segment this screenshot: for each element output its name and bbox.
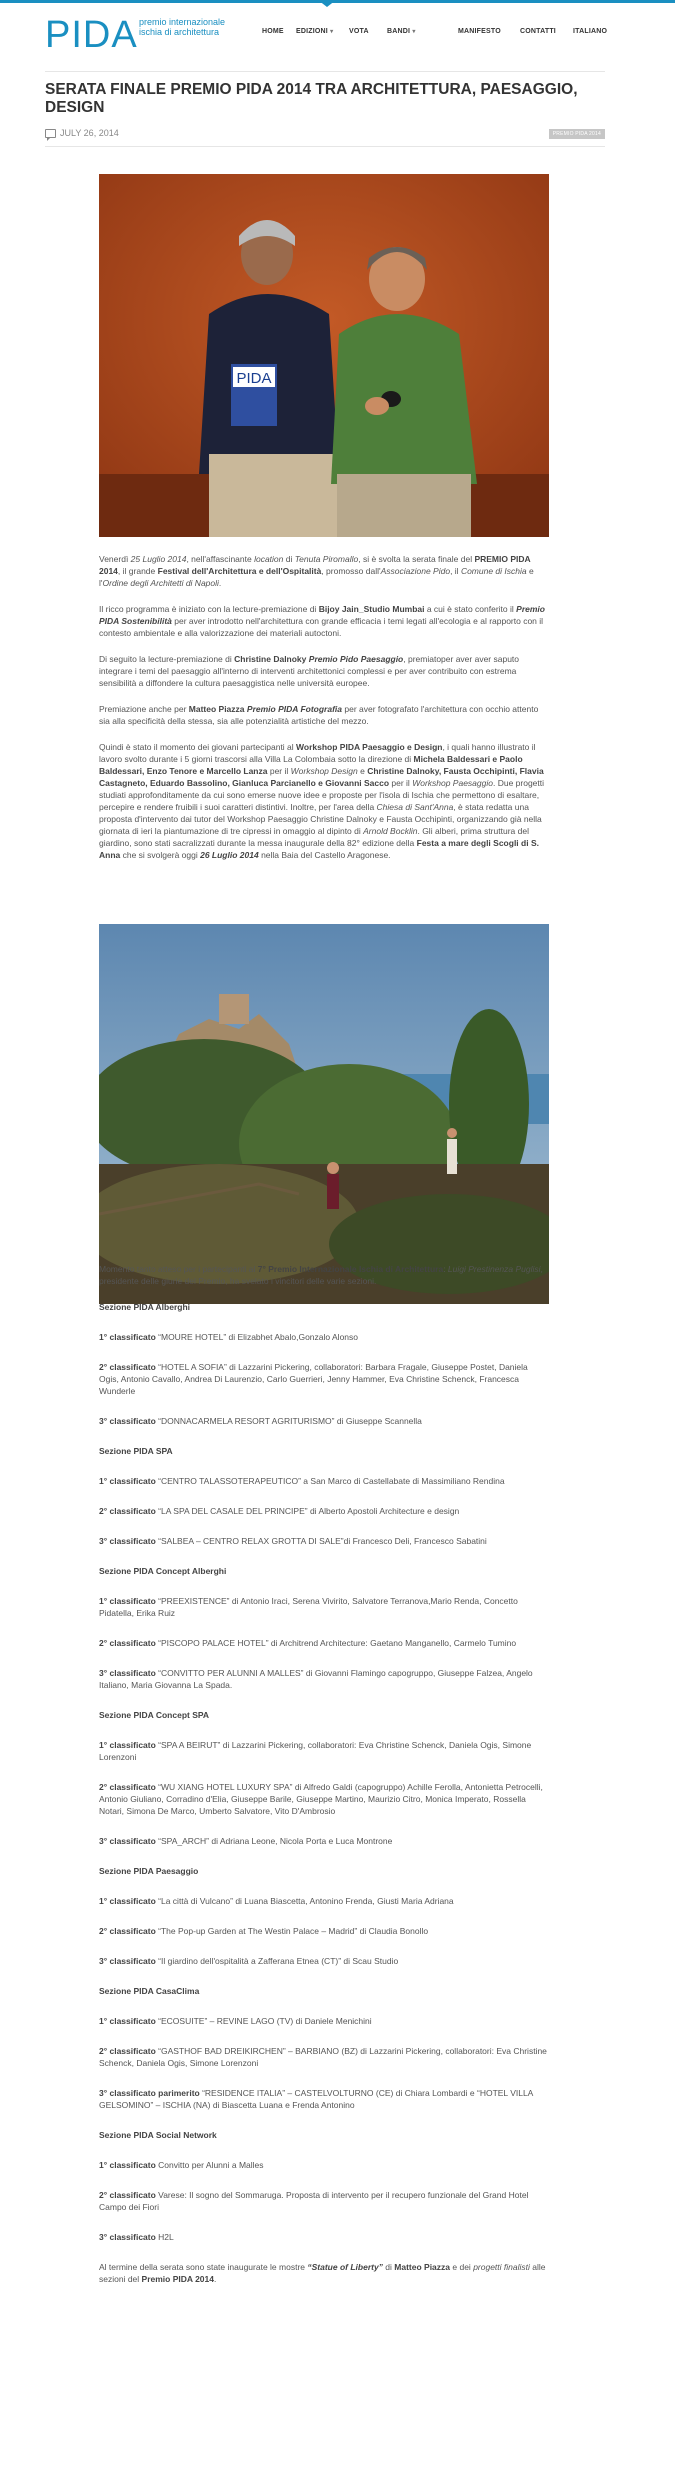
text: e dei <box>450 2262 474 2272</box>
intro-date: 25 Luglio 2014 <box>130 554 187 564</box>
award-name: Premio PIDA Fotografia <box>246 704 342 714</box>
nav-edizioni[interactable] <box>296 28 333 35</box>
intro-festival: Festival dell'Architettura e dell'Ospitalità <box>157 566 322 576</box>
award-winner: “The Pop-up Garden at The Westin Palace – Madrid” di Claudia Bonollo <box>155 1926 429 1936</box>
book-cover-text: PIDA <box>236 370 272 387</box>
award-winner: “PREEXISTENCE” di Antonio Iraci, Serena Vivirito, Salvatore Terranova,Mario Renda, Concetto Pidatella, Erika Ruiz <box>99 1596 518 1618</box>
names: Michela Baldessari e Paolo Baldessari, Enzo Tenore e Marcello Lanza <box>99 754 523 776</box>
chevron-down-icon: ▾ <box>412 29 416 35</box>
header-divider <box>45 71 605 72</box>
award-winner: “LA SPA DEL CASALE DEL PRINCIPE” di Alberto Apostoli Architecture e design <box>155 1506 460 1516</box>
award-rank: 1° classificato <box>99 1332 156 1342</box>
text: a cui è stato conferito il <box>424 604 517 614</box>
award-rank: 3° classificato <box>99 2232 156 2242</box>
names: Christine Dalnoky, Fausta Occhipinti, Flavia Castagneto, Eduardo Bassolino, Gianluca Parcianello e Giovanni Sacco <box>99 766 544 788</box>
text: di <box>382 2262 395 2272</box>
nav-language[interactable] <box>573 28 607 35</box>
award-rank: 3° classificato <box>99 1956 156 1966</box>
award-winner: “La città di Vulcano” di Luana Biascetta, Antonino Frenda, Giusti Maria Adriana <box>155 1896 454 1906</box>
top-accent-bar <box>0 0 675 3</box>
nav-manifesto[interactable] <box>458 28 501 35</box>
section-title: Sezione PIDA CasaClima <box>99 1986 200 1996</box>
award-rank: 1° classificato <box>99 1596 156 1606</box>
post-title: SERATA FINALE PREMIO PIDA 2014 TRA ARCHITETTURA, PAESAGGIO, DESIGN <box>45 81 578 116</box>
award-winner: “HOTEL A SOFIA” di Lazzarini Pickering, collaboratori: Barbara Fragale, Giuseppe Postet, Daniela Ogis, Antonio Cavallo, Andrea Di Laurenzio, Carlo Guerrieri, Jenny Hammer, Eva Christine Schenck, Francesca Wunderle <box>99 1362 528 1396</box>
name: Bijoy Jain_Studio Mumbai <box>318 604 425 614</box>
president-name: Luigi Prestinenza Puglisi <box>447 1264 541 1274</box>
intro-location: location <box>254 554 284 564</box>
award-name: Premio PIDA 2014 <box>141 2274 214 2284</box>
intro-text: , si è svolta la serata finale del <box>358 554 475 564</box>
award-winner: “Il giardino dell'ospitalità a Zafferana Etnea (CT)” di Scau Studio <box>155 1956 399 1966</box>
painter-name: Arnold Bocklin <box>363 826 418 836</box>
award-item <box>99 1739 549 1763</box>
logo-subtitle: premio internazionale ischia di architettura <box>139 17 226 37</box>
ceremony-photo-art <box>99 174 549 537</box>
award-item <box>99 1331 549 1343</box>
top-notch <box>318 0 336 7</box>
award-rank: 3° classificato <box>99 1836 156 1846</box>
award-item <box>99 2015 549 2027</box>
nav-contatti-label: CONTATTI <box>520 28 556 35</box>
award-winner: “CONVITTO PER ALUNNI A MALLES” di Giovanni Flamingo capogruppo, Giuseppe Falzea, Angelo Italiano, Maria Giovanna La Spada. <box>99 1668 533 1690</box>
award-rank: 2° classificato <box>99 1926 156 1936</box>
intro-text: , il <box>450 566 461 576</box>
award-rank: 1° classificato <box>99 2016 156 2026</box>
award-item <box>99 1505 549 1517</box>
text: : <box>443 1264 448 1274</box>
intro-text: , promosso dall' <box>321 566 381 576</box>
award-item <box>99 1835 549 1847</box>
intro-text: e l' <box>99 566 534 588</box>
award-rank: 2° classificato <box>99 1506 156 1516</box>
intro-venue: Tenuta Piromallo <box>294 554 359 564</box>
text: per aver fotografato l'architettura con occhio attento sia alla specificità della stessa, sia alle potenzialità artistiche del mezzo. <box>99 704 539 726</box>
meta-divider <box>45 146 605 147</box>
text: Premiazione anche per <box>99 704 189 714</box>
award-rank: 2° classificato <box>99 1782 156 1792</box>
text: per il <box>267 766 291 776</box>
category-badge[interactable]: PREMIO PIDA 2014 <box>549 129 605 139</box>
award-rank: 3° classificato <box>99 1536 156 1546</box>
article-content <box>99 553 549 2299</box>
text: . Gli alberi, prima struttura del giardino, sono stati sacralizzati durante la messa inaugurale della 82° edizione della <box>99 826 529 848</box>
award-item <box>99 1667 549 1691</box>
section-title: Sezione PIDA SPA <box>99 1446 173 1456</box>
award-item <box>99 2189 549 2213</box>
award-winner: “PISCOPO PALACE HOTEL” di Architrend Architecture: Gaetano Manganello, Carmelo Tumino <box>155 1638 517 1648</box>
award-winner: “SPA A BEIRUT” di Lazzarini Pickering, collaboratori: Eva Christine Schenck, Daniela Ogis, Simone Lorenzoni <box>99 1740 532 1762</box>
award-winner: “ECOSUITE” – REVINE LAGO (TV) di Daniele Menichini <box>155 2016 372 2026</box>
intro-text: . <box>218 578 222 588</box>
post-date: JULY 26, 2014 <box>60 128 119 138</box>
award-winner: “WU XIANG HOTEL LUXURY SPA” di Alfredo Galdi (capogruppo) Achille Ferolla, Antonietta Petrocelli, Antonio Giuliano, Corradino d'Elia, Giuseppe Barile, Giuseppe Martino, Maurizio Citro, Monica Imperato, Rossella Notari, Simona De Marco, Umberto Salvatore, Vito D'Ambrosio <box>99 1782 543 1816</box>
nav-home[interactable] <box>262 28 284 35</box>
intro-text: , nell'affascinante <box>186 554 255 564</box>
award-item <box>99 1361 549 1397</box>
finalist-projects: progetti finalisti <box>473 2262 530 2272</box>
text: nella Baia del Castello Aragonese. <box>258 850 391 860</box>
text: Di seguito la lecture-premiazione di <box>99 654 235 664</box>
award-name: Premio PIDA Sostenibilità <box>99 604 545 626</box>
text: , i quali hanno illustrato il lavoro svolto durante i 5 giorni trascorsi alla Villa La Colombaia sotto la direzione di <box>99 742 536 764</box>
award-winner: Convitto per Alunni a Malles <box>155 2160 264 2170</box>
section-title: Sezione PIDA Alberghi <box>99 1302 190 1312</box>
festa-name: Festa a mare degli Scogli di S. Anna <box>99 838 539 860</box>
text: che si svolgerà oggi <box>120 850 201 860</box>
award-item <box>99 1895 549 1907</box>
festa-date: 26 Luglio 2014 <box>200 850 259 860</box>
intro-text: , il grande <box>117 566 158 576</box>
intro-ordine: Ordine degli Architetti di Napoli <box>102 578 219 588</box>
award-winner: “MOURE HOTEL” di Elizabhet Abalo,Gonzalo Alonso <box>155 1332 358 1342</box>
workshop-paesaggio: Workshop Paesaggio <box>412 778 493 788</box>
name: Matteo Piazza <box>394 2262 451 2272</box>
award-item <box>99 2087 549 2111</box>
nav-vota-label: VOTA <box>349 28 369 35</box>
award-item <box>99 1925 549 1937</box>
paragraph-piazza <box>99 703 549 727</box>
award-item <box>99 1535 549 1547</box>
award-rank: 3° classificato parimerito <box>99 2088 200 2098</box>
award-rank: 1° classificato <box>99 1740 156 1750</box>
text: e <box>357 766 368 776</box>
intro-award: PREMIO PIDA 2014 <box>99 554 531 576</box>
award-item <box>99 1637 549 1649</box>
nav-home-label: HOME <box>262 28 284 35</box>
text: Momento tanto atteso per i partecipanti al <box>99 1264 258 1274</box>
award-rank: 2° classificato <box>99 1362 156 1372</box>
comment-icon[interactable] <box>45 129 56 138</box>
award-item <box>99 1781 549 1817</box>
paragraph-workshop <box>99 741 549 861</box>
text: Al termine della serata sono state inaugurate le mostre <box>99 2262 308 2272</box>
award-winner: H2L <box>155 2232 174 2242</box>
intro-comune: Comune di Ischia <box>460 566 527 576</box>
award-winner: “RESIDENCE ITALIA” – CASTELVOLTURNO (CE) di Chiara Lombardi e “HOTEL VILLA GELSOMINO” – ISCHIA (NA) di Biascetta Luana e Frenda Antonino <box>99 2088 533 2110</box>
intro-paragraph <box>99 553 549 589</box>
text: Il ricco programma è iniziato con la lecture-premiazione di <box>99 604 319 614</box>
text: . Due progetti studiati approfonditamente da cui sono emerse nuove idee e proposte per l'isola di Ischia che permettono di esaltare, percepire e rendere fruibili i suoi caratteri distintivi. Inoltre, per l'area della <box>99 778 545 812</box>
award-winner: “GASTHOF BAD DREIKIRCHEN” – BARBIANO (BZ) di Lazzarini Pickering, collaboratori: Eva Christine Schenck, Daniela Ogis, Simone Lorenzoni <box>99 2046 547 2068</box>
award-item <box>99 2231 549 2243</box>
section-title: Sezione PIDA Social Network <box>99 2130 217 2140</box>
text: , è stata redatta una proposta d'intervento dai tutor del Workshop Paesaggio Christine Dalnoky e Fausta Occhipinti, organizzando già nella giornata di ieri la piantumazione di tre cipressi in omaggio al dipinto di <box>99 802 542 836</box>
paragraph-closing <box>99 2261 549 2285</box>
award-winner: Varese: Il sogno del Sommaruga. Proposta di intervento per il recupero funzionale del Grand Hotel Campo dei Fiori <box>99 2190 529 2212</box>
intro-association: Associazione Pido <box>380 566 451 576</box>
chevron-down-icon: ▾ <box>330 29 334 35</box>
nav-edizioni-label: EDIZIONI <box>296 28 328 35</box>
name: Matteo Piazza <box>188 704 245 714</box>
logo-word: PIDA <box>45 14 138 56</box>
award-rank: 1° classificato <box>99 2160 156 2170</box>
section-title: Sezione PIDA Concept SPA <box>99 1710 210 1720</box>
paragraph-winners-intro <box>99 1263 549 1287</box>
award-name: 7° Premio Internazionale Ischia di Architettura <box>257 1264 444 1274</box>
nav-manifesto-label: MANIFESTO <box>458 28 501 35</box>
exhibition-name: “Statue of Liberty” <box>307 2262 383 2272</box>
award-rank: 1° classificato <box>99 1896 156 1906</box>
award-winner: “SALBEA – CENTRO RELAX GROTTA DI SALE”di Francesco Deli, Francesco Sabatini <box>155 1536 487 1546</box>
award-item <box>99 1415 549 1427</box>
award-rank: 2° classificato <box>99 1638 156 1648</box>
text: , presidente delle giurie del Premio, ha svelato i vincitori delle varie sezioni. <box>99 1264 543 1286</box>
award-rank: 3° classificato <box>99 1416 156 1426</box>
award-item <box>99 1475 549 1487</box>
paragraph-dalnoky <box>99 653 549 689</box>
intro-text: di <box>283 554 295 564</box>
text: , premiatoper aver aver saputo integrare i temi del paesaggio all'interno di interventi architettonici complessi e per aver contribuito con estrema sensibilità a diffondere la cultura paesaggistica nelle università europee. <box>99 654 520 688</box>
text: per aver introdotto nell'architettura con grande efficacia i temi legati all'ecologia e al rapporto con il contesto ambientale e alla valorizzazione dei materiali autoctoni. <box>99 616 544 638</box>
text: Quindi è stato il momento dei giovani partecipanti al <box>99 742 297 752</box>
post-meta <box>45 128 605 142</box>
section-title: Sezione PIDA Paesaggio <box>99 1866 199 1876</box>
nav-language-label: ITALIANO <box>573 28 608 35</box>
award-rank: 2° classificato <box>99 2190 156 2200</box>
text: . <box>213 2274 217 2284</box>
section-title: Sezione PIDA Concept Alberghi <box>99 1566 227 1576</box>
intro-text: Venerdì <box>99 554 131 564</box>
award-item <box>99 2159 549 2171</box>
workshop-design: Workshop Design <box>290 766 358 776</box>
award-winner: “CENTRO TALASSOTERAPEUTICO” a San Marco di Castellabate di Massimiliano Rendina <box>155 1476 505 1486</box>
nav-vota[interactable] <box>349 28 369 35</box>
award-item <box>99 1595 549 1619</box>
nav-bandi[interactable] <box>387 28 416 35</box>
main-nav <box>262 28 647 42</box>
ceremony-photo <box>99 174 549 537</box>
name: Christine Dalnoky <box>234 654 307 664</box>
award-rank: 3° classificato <box>99 1668 156 1678</box>
award-name: Premio Pido Paesaggio <box>308 654 404 664</box>
award-item <box>99 1955 549 1967</box>
award-winner: “SPA_ARCH” di Adriana Leone, Nicola Porta e Luca Montrone <box>155 1836 393 1846</box>
text: per il <box>389 778 413 788</box>
award-item <box>99 2045 549 2069</box>
nav-contatti[interactable] <box>520 28 556 35</box>
award-winner: “DONNACARMELA RESORT AGRITURISMO” di Giuseppe Scannella <box>155 1416 422 1426</box>
award-rank: 2° classificato <box>99 2046 156 2056</box>
paragraph-bijoy <box>99 603 549 639</box>
award-sections <box>99 1301 549 2243</box>
church-name: Chiesa di Sant'Anna <box>376 802 454 812</box>
text: alle sezioni del <box>99 2262 546 2284</box>
nav-bandi-label: BANDI <box>387 28 411 35</box>
workshop-name: Workshop PIDA Paesaggio e Design <box>296 742 443 752</box>
photo-spacer <box>99 875 549 1263</box>
award-rank: 1° classificato <box>99 1476 156 1486</box>
